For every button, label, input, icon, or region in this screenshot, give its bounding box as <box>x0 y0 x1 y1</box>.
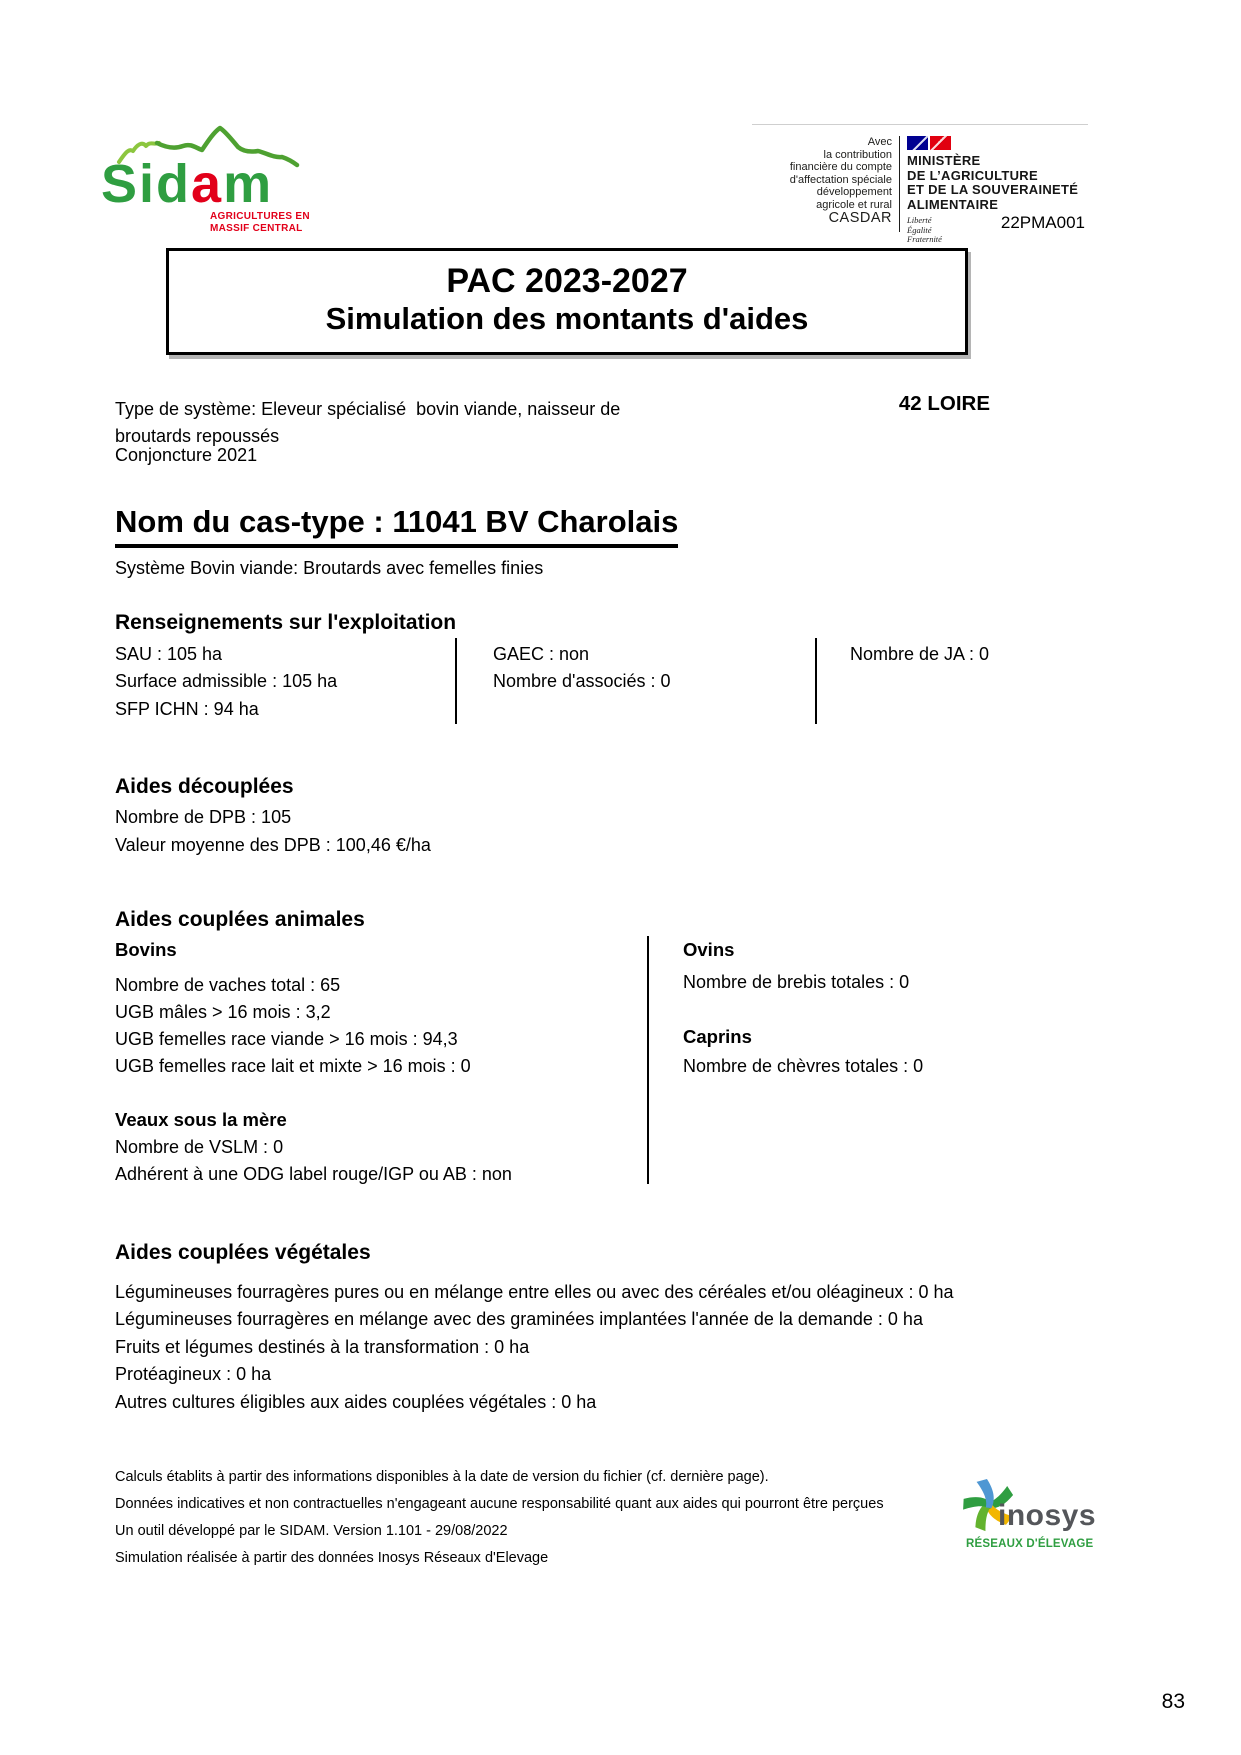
cas-type-subtitle: Système Bovin viande: Broutards avec femelles finies <box>115 558 544 578</box>
casdar-line: la contribution <box>823 148 892 161</box>
column-divider <box>647 936 649 1184</box>
inosys-wordmark: inosys <box>998 1499 1097 1532</box>
motto-line: Liberté <box>907 215 932 225</box>
veaux-value: Adhérent à une ODG label rouge/IGP ou AB : non <box>115 1164 512 1184</box>
exploitation-value: Nombre d'associés : 0 <box>493 671 671 692</box>
main-title-line1: PAC 2023-2027 <box>446 262 688 300</box>
aides-decouplees-value: Valeur moyenne des DPB : 100,46 €/ha <box>115 835 431 855</box>
caprins-values <box>683 1053 923 1080</box>
exploitation-column-2 <box>493 641 671 696</box>
conjoncture-text: Conjoncture 2021 <box>115 445 258 465</box>
ministry-name <box>907 154 1078 212</box>
bovins-value: UGB femelles race viande > 16 mois : 94,3 <box>115 1029 458 1049</box>
sidam-wordmark-accent: a <box>191 154 224 214</box>
sidam-tagline-line1: AGRICULTURES EN <box>210 211 310 222</box>
aides-vegetales-value: Légumineuses fourragères en mélange avec des graminées implantées l'année de la demande : 0 ha <box>115 1309 923 1330</box>
document-code: 22PMA001 <box>1000 213 1085 232</box>
section-title-exploitation: Renseignements sur l'exploitation <box>115 611 457 634</box>
footer-notes <box>115 1464 995 1572</box>
subsection-title-bovins: Bovins <box>115 939 177 960</box>
exploitation-value: SFP ICHN : 94 ha <box>115 698 259 719</box>
flag-blue-block <box>907 136 928 150</box>
ministry-name-line: DE L’AGRICULTURE <box>907 167 1038 183</box>
sidam-logo-wordmark <box>101 153 273 215</box>
aides-decouplees-value: Nombre de DPB : 105 <box>115 807 292 827</box>
bovins-value: UGB mâles > 16 mois : 3,2 <box>115 1002 331 1022</box>
casdar-line: d'affectation spéciale <box>789 173 892 186</box>
exploitation-value: Nombre de JA : 0 <box>850 644 990 664</box>
column-divider <box>815 638 817 724</box>
footer-note: Simulation réalisée à partir des données Inosys Réseaux d'Elevage <box>115 1550 549 1566</box>
aides-vegetales-values <box>115 1279 1175 1416</box>
motto-line: Égalité <box>907 224 932 235</box>
department-label: 42 LOIRE <box>898 392 990 415</box>
system-type-text: Type de système: Eleveur spécialisé bovin viande, naisseur de broutards repoussés <box>115 399 626 446</box>
french-flag-icon <box>907 136 1078 150</box>
ministry-name-line: MINISTÈRE <box>907 153 981 168</box>
veaux-values <box>115 1134 512 1188</box>
page-number: 83 <box>1161 1690 1185 1713</box>
section-title-aides-animales: Aides couplées animales <box>115 908 365 931</box>
sidam-wordmark-part1: Sid <box>101 154 192 214</box>
casdar-line: financière du compte <box>789 161 892 173</box>
casdar-line: Avec <box>867 136 892 148</box>
section-title-aides-decouplees: Aides découplées <box>115 775 294 798</box>
ovins-value: Nombre de brebis totales : 0 <box>683 972 910 992</box>
inosys-logo <box>948 1466 1108 1558</box>
sidam-tagline-line2: MASSIF CENTRAL <box>210 222 303 234</box>
main-title-line2: Simulation des montants d'aides <box>325 301 809 336</box>
aides-decouplees-values <box>115 803 431 859</box>
sidam-wordmark-part2: m <box>223 154 274 214</box>
cas-type-title: Nom du cas-type : 11041 BV Charolais <box>115 504 678 548</box>
ministry-name-line: ET DE LA SOUVERAINETÉ <box>907 182 1079 197</box>
inosys-tagline: RÉSEAUX D'ÉLEVAGE <box>966 1538 1094 1550</box>
bovins-value: UGB femelles race lait et mixte > 16 mois : 0 <box>115 1056 471 1076</box>
ministry-name-line: ALIMENTAIRE <box>907 196 999 212</box>
footer-note: Calculs établits à partir des informations disponibles à la date de version du fichier (cf. dernière page). <box>115 1469 769 1485</box>
casdar-acronym: CASDAR <box>828 210 892 226</box>
bovins-value: Nombre de vaches total : 65 <box>115 975 341 995</box>
casdar-line: agricole et rural <box>816 198 892 211</box>
exploitation-value: GAEC : non <box>493 644 590 664</box>
motto-line: Fraternité <box>907 234 942 244</box>
exploitation-value: Surface admissible : 105 ha <box>115 671 338 692</box>
caprins-value: Nombre de chèvres totales : 0 <box>683 1056 924 1076</box>
aides-vegetales-value: Protéagineux : 0 ha <box>115 1364 272 1385</box>
sidam-tagline <box>210 211 310 234</box>
ministry-divider <box>899 136 900 232</box>
exploitation-column-1 <box>115 641 337 723</box>
flag-red-block <box>930 136 951 150</box>
subsection-title-caprins: Caprins <box>683 1026 752 1047</box>
footer-note: Données indicatives et non contractuelles n'engageant aucune responsabilité quant aux aides qui pourront être perçues <box>115 1496 884 1512</box>
aides-vegetales-value: Autres cultures éligibles aux aides couplées végétales : 0 ha <box>115 1391 597 1412</box>
casdar-line: développement <box>816 186 892 198</box>
exploitation-value: SAU : 105 ha <box>115 644 223 664</box>
section-title-aides-vegetales: Aides couplées végétales <box>115 1241 371 1264</box>
subsection-title-veaux: Veaux sous la mère <box>115 1109 287 1130</box>
main-title-box <box>166 248 968 355</box>
bovins-values <box>115 972 471 1080</box>
subsection-title-ovins: Ovins <box>683 939 735 960</box>
exploitation-column-3 <box>850 641 989 668</box>
veaux-value: Nombre de VSLM : 0 <box>115 1137 284 1157</box>
aides-vegetales-value: Légumineuses fourragères pures ou en mélange entre elles ou avec des céréales et/ou oléagineux : 0 ha <box>115 1282 954 1302</box>
column-divider <box>455 638 457 724</box>
casdar-text <box>752 125 892 225</box>
aides-vegetales-value: Fruits et légumes destinés à la transformation : 0 ha <box>115 1336 530 1357</box>
ovins-values <box>683 969 909 996</box>
footer-note: Un outil développé par le SIDAM. Version 1.101 - 29/08/2022 <box>115 1523 508 1539</box>
